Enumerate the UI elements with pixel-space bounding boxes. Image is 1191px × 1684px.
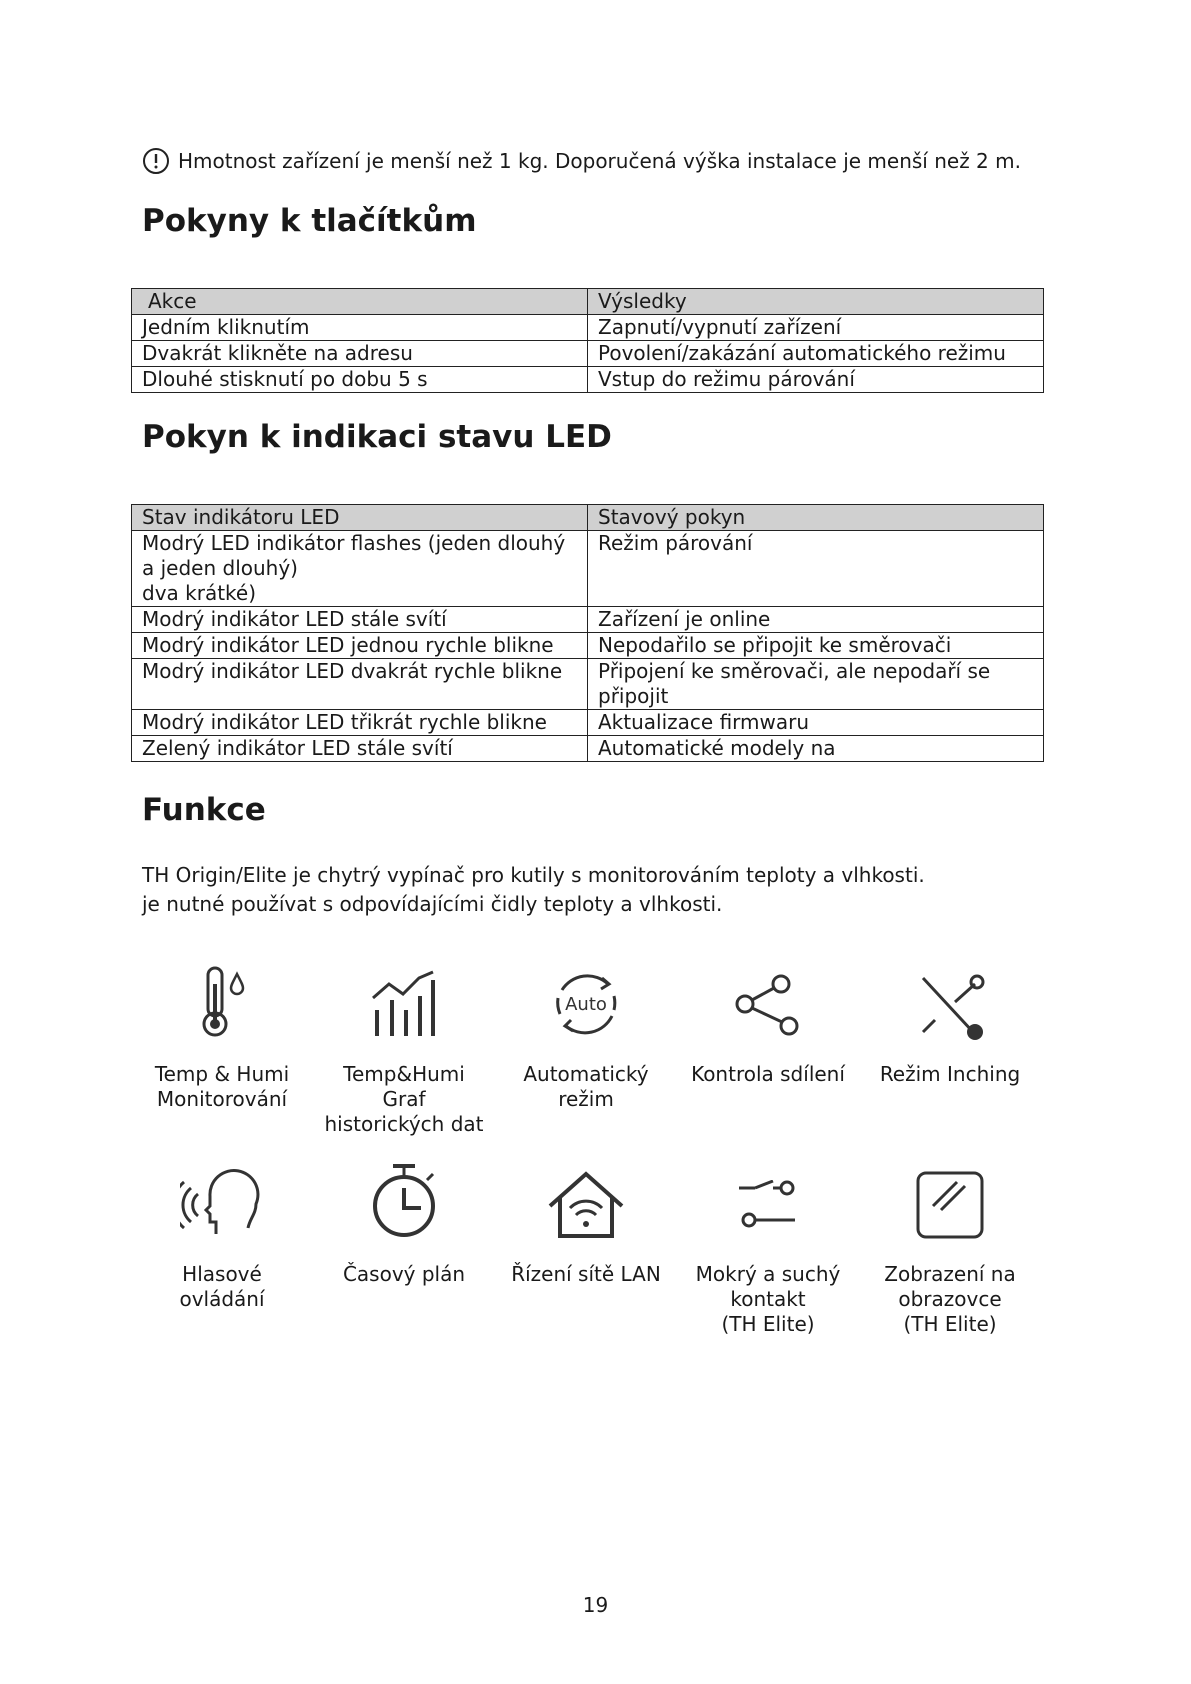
table-header-row [132, 289, 1044, 315]
section-title-led: Pokyn k indikaci stavu LED [142, 419, 612, 455]
table-cell: Zapnutí/vypnutí zařízení [588, 315, 1044, 341]
feature-label: Hlasové ovládání [179, 1262, 265, 1311]
feature-label: Časový plán [342, 1262, 466, 1286]
auto-icon-text: Auto [565, 994, 607, 1015]
table-cell: Připojení ke směrovači, ale nepodaří se připojit [588, 659, 1044, 710]
table-row [132, 659, 1044, 710]
feature-temp-humi-monitor [132, 960, 312, 1112]
table-row [132, 607, 1044, 633]
table-header-cell: Akce [132, 289, 588, 315]
table-cell: Modrý indikátor LED dvakrát rychle blikne [132, 659, 588, 710]
feature-share-control [678, 960, 858, 1087]
feature-dry-wet-contact [678, 1160, 858, 1337]
warning-icon [142, 147, 170, 175]
timer-icon [369, 1162, 439, 1240]
table-row [132, 367, 1044, 393]
feature-lan-control [496, 1160, 676, 1287]
feature-auto-mode [496, 960, 676, 1112]
table-cell: Zařízení je online [588, 607, 1044, 633]
table-cell: Modrý indikátor LED jednou rychle blikne [132, 633, 588, 659]
table-row [132, 531, 1044, 607]
buttons-table [131, 288, 1044, 393]
led-table [131, 504, 1044, 762]
screen-icon [915, 1170, 985, 1240]
table-cell: Modrý LED indikátor flashes (jeden dlouhý a jeden dlouhý) dva krátké) [132, 531, 588, 607]
weight-note-text: Hmotnost zařízení je menší než 1 kg. Doporučená výška instalace je menší než 2 m. [178, 149, 1021, 173]
table-cell: Jedním kliknutím [132, 315, 588, 341]
functions-description [142, 861, 925, 919]
feature-label: Mokrý a suchý kontakt (TH Elite) [695, 1262, 841, 1336]
feature-label: Řízení sítě LAN [511, 1262, 661, 1286]
table-cell: Modrý indikátor LED stále svítí [132, 607, 588, 633]
chart-icon [369, 970, 439, 1040]
table-row [132, 633, 1044, 659]
description-line: TH Origin/Elite je chytrý vypínač pro kutily s monitorováním teploty a vlhkosti. [142, 863, 925, 887]
table-cell: Aktualizace firmwaru [588, 710, 1044, 736]
description-line: je nutné používat s odpovídajícími čidly teploty a vlhkosti. [142, 892, 723, 916]
table-header-row [132, 505, 1044, 531]
auto-icon [550, 968, 622, 1040]
table-row [132, 710, 1044, 736]
feature-history-graph [314, 960, 494, 1137]
feature-label: Zobrazení na obrazovce (TH Elite) [884, 1262, 1016, 1336]
inching-icon [915, 970, 985, 1040]
switch-icon [733, 1180, 803, 1240]
table-row [132, 736, 1044, 762]
section-title-buttons: Pokyny k tlačítkům [142, 203, 477, 239]
feature-label: Temp & Humi Monitorování [154, 1062, 290, 1111]
share-icon [733, 974, 803, 1040]
table-cell: Povolení/zakázání automatického režimu [588, 341, 1044, 367]
page-number: 19 [582, 1593, 609, 1617]
feature-label: Kontrola sdílení [691, 1062, 845, 1086]
table-cell: Režim párování [588, 531, 1044, 607]
feature-voice-control [132, 1160, 312, 1312]
table-row [132, 341, 1044, 367]
table-cell: Nepodařilo se připojit ke směrovači [588, 633, 1044, 659]
thermometer-icon [192, 964, 252, 1040]
weight-note [142, 147, 1021, 175]
feature-label: Temp&Humi Graf historických dat [324, 1062, 484, 1136]
feature-label: Režim Inching [879, 1062, 1021, 1086]
table-header-cell: Stav indikátoru LED [132, 505, 588, 531]
table-cell: Dlouhé stisknutí po dobu 5 s [132, 367, 588, 393]
table-header-cell: Výsledky [588, 289, 1044, 315]
table-cell: Automatické modely na [588, 736, 1044, 762]
feature-screen-display [860, 1160, 1040, 1337]
table-cell: Dvakrát klikněte na adresu [132, 341, 588, 367]
table-cell: Vstup do režimu párování [588, 367, 1044, 393]
feature-schedule [314, 1160, 494, 1287]
table-cell: Zelený indikátor LED stále svítí [132, 736, 588, 762]
lan-icon [546, 1170, 626, 1240]
voice-icon [180, 1168, 264, 1240]
table-header-cell: Stavový pokyn [588, 505, 1044, 531]
table-row [132, 315, 1044, 341]
section-title-functions: Funkce [142, 792, 266, 828]
feature-label: Automatický režim [523, 1062, 649, 1111]
feature-inching-mode [860, 960, 1040, 1087]
table-cell: Modrý indikátor LED třikrát rychle blikne [132, 710, 588, 736]
